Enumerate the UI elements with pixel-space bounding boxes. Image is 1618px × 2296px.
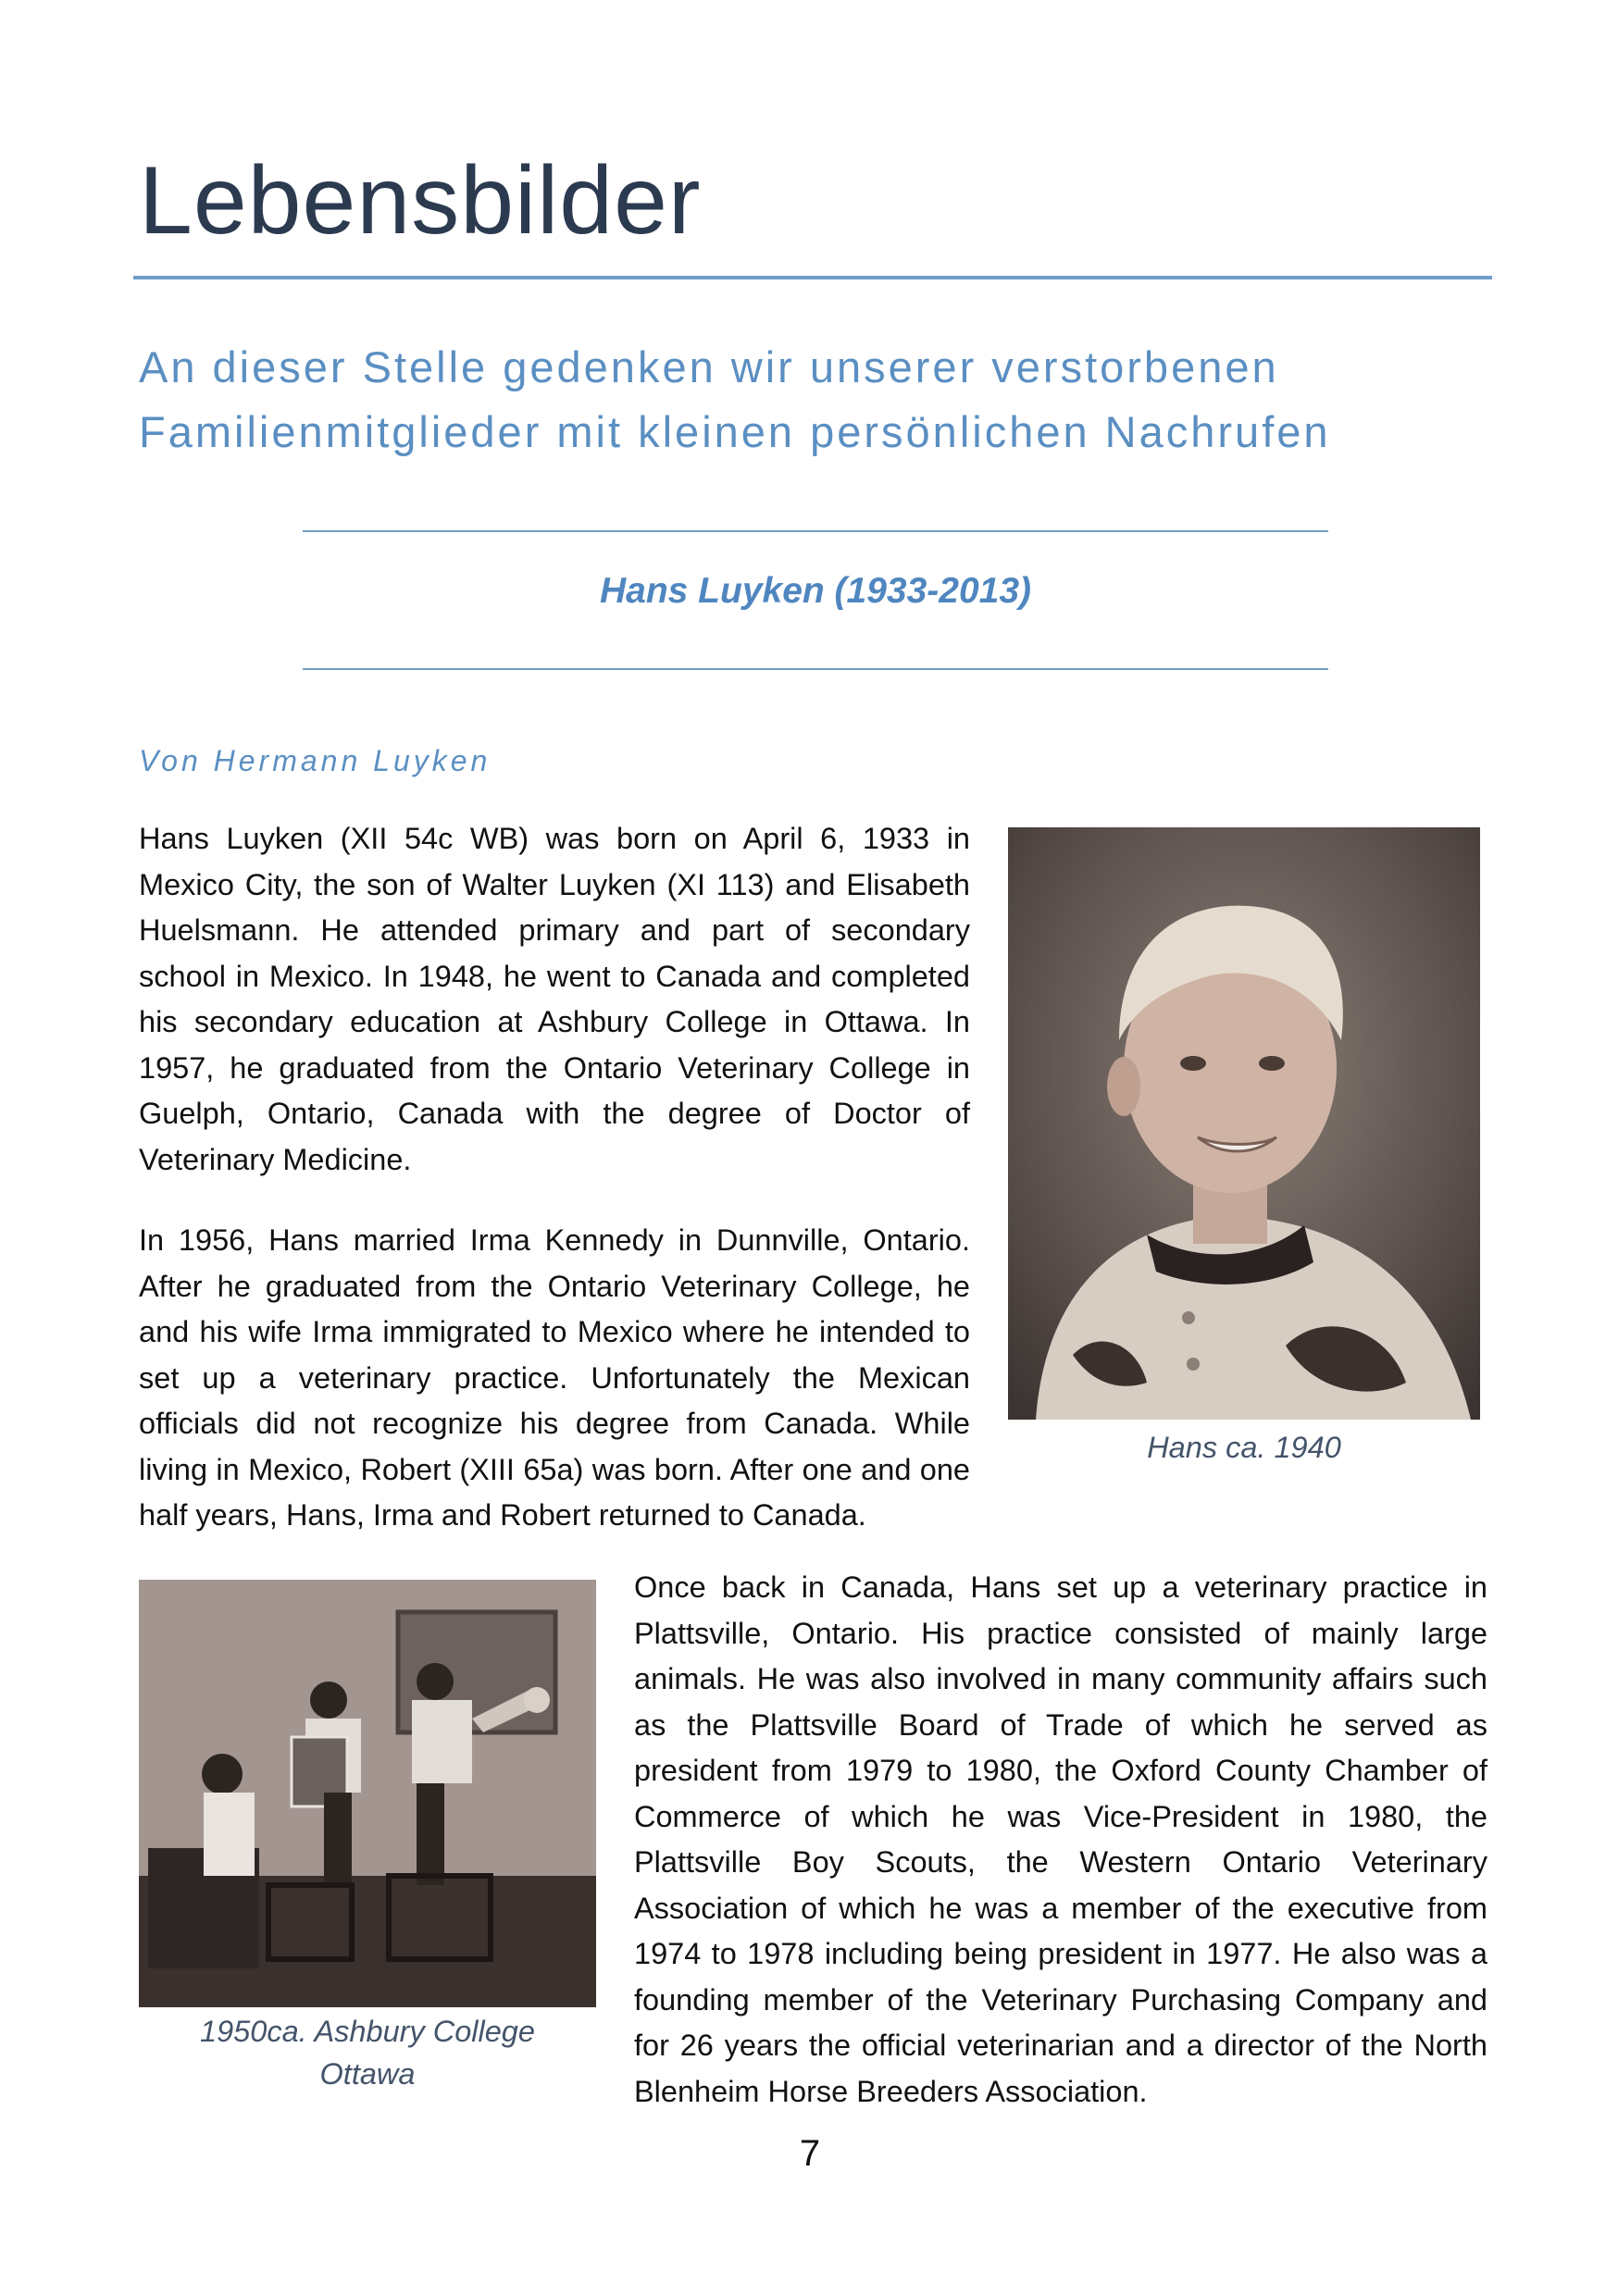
band-caption-line-1: 1950ca. Ashbury College xyxy=(200,2015,535,2048)
page-subtitle xyxy=(139,335,1490,465)
portrait-photo xyxy=(1008,827,1480,1420)
title-divider xyxy=(133,276,1492,279)
subtitle-line-2: Familienmitglieder mit kleinen persönlichen Nachrufen xyxy=(139,407,1331,456)
paragraph-career: Once back in Canada, Hans set up a veterinary practice in Plattsville, Ontario. His practice consisted of mainly large animals. He was also involved in many community affairs such as the Plattsville Board of Trade of which he served as president from 1979 to 1980, the Oxford County Chamber of Commerce of which he was Vice-President in 1980, the Plattsville Boy Scouts, the Western Ontario Veterinary Association of which he was a member of the executive from 1974 to 1978 including being president in 1977. He also was a founding member of the Veterinary Purchasing Company and for 26 years the official veterinarian and a director of the North Blenheim Horse Breeders Association. xyxy=(634,1570,1487,2108)
author-byline: Von Hermann Luyken xyxy=(139,744,492,777)
band-photo-caption xyxy=(139,2010,596,2095)
name-divider-bottom xyxy=(303,668,1328,670)
page-title: Lebensbilder xyxy=(139,147,702,254)
band-caption-line-2: Ottawa xyxy=(319,2057,416,2091)
paragraph-marriage: In 1956, Hans married Irma Kennedy in Dunnville, Ontario. After he graduated from the Ontario Veterinary College, he and his wife Irma immigrated to Mexico where he intended to set up a veterinary practice. Unfortunately the Mexican officials did not recognize his degree from Canada. While living in Mexico, Robert (XIII 65a) was born. After one and one half years, Hans, Irma and Robert returned to Canada. xyxy=(139,1223,970,1532)
name-divider-top xyxy=(303,530,1328,532)
person-name-heading: Hans Luyken (1933-2013) xyxy=(599,571,1032,611)
band-photo xyxy=(139,1580,596,2007)
subtitle-line-1: An dieser Stelle gedenken wir unserer verstorbenen xyxy=(139,342,1279,391)
portrait-caption: Hans ca. 1940 xyxy=(1147,1431,1341,1464)
paragraph-early-life: Hans Luyken (XII 54c WB) was born on April 6, 1933 in Mexico City, the son of Walter Luyken (XI 113) and Elisabeth Huelsmann. He attended primary and part of secondary school in Mexico. In 1948, he went to Canada and completed his secondary education at Ashbury College in Ottawa. In 1957, he graduated from the Ontario Veterinary College in Guelph, Ontario, Canada with the degree of Doctor of Veterinary Medicine. xyxy=(139,822,970,1176)
page-number: 7 xyxy=(799,2133,821,2174)
